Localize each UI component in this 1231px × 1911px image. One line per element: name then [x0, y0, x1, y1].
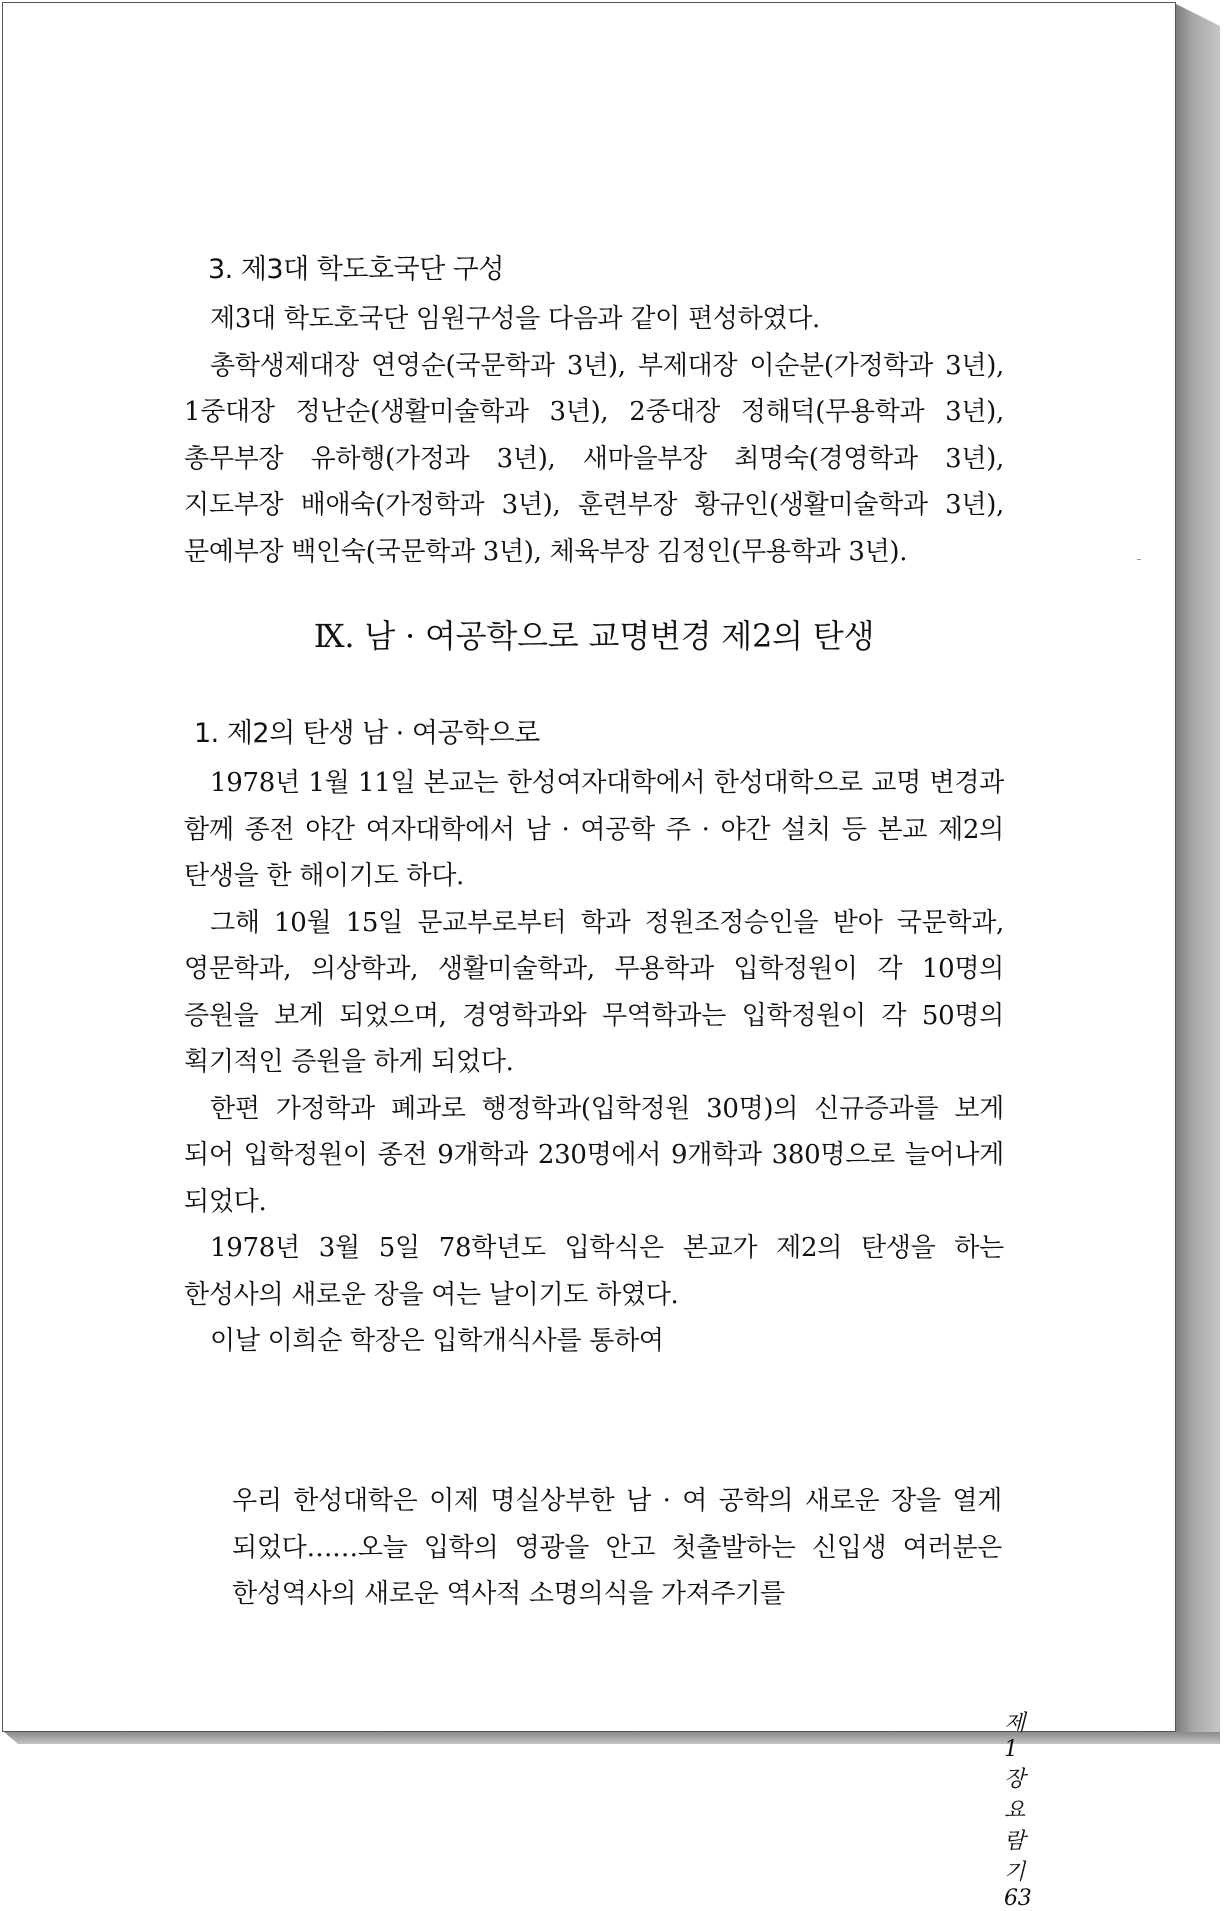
section-1-paragraph: 1978년 1월 11일 본교는 한성여자대학에서 한성대학으로 교명 변경과 함께 종전 야간 여자대학에서 남 · 여공학 주 · 야간 설치 등 본교 제2의 탄생을 한 해이기도 하다.: [184, 768, 1004, 891]
section-1-paragraph: 그해 10월 15일 문교부로부터 학과 정원조정승인을 받아 국문학과, 영문학과, 의상학과, 생활미술학과, 무용학과 입학정원이 각 10명의 증원을 보게 되었으며, 경영학과와 무역학과는 입학정원이 각 50명의 획기적인 증원을 하게 되었다.: [184, 907, 1004, 1077]
page-edge-right: [1176, 4, 1220, 1734]
section-1-paragraph: 1978년 3월 5일 78학년도 입학식은 본교가 제2의 탄생을 하는 한성사의 새로운 장을 여는 날이기도 하였다.: [184, 1233, 1004, 1310]
section-3-heading: 3. 제3대 학도호국단 구성: [208, 254, 504, 285]
page-footer: 제1장 요람기 63: [1004, 1711, 1032, 1911]
section-3-body: [184, 296, 1004, 575]
opening-speech-quote: 우리 한성대학은 이제 명실상부한 남 · 여 공학의 새로운 장을 열게 되었다……오늘 입학의 영광을 안고 첫출발하는 신입생 여러분은 한성역사의 새로운 역사적 소명의식을 가져주기를: [232, 1486, 1002, 1609]
section-1-paragraph: 한편 가정학과 폐과로 행정학과(입학정원 30명)의 신규증과를 보게 되어 입학정원이 종전 9개학과 230명에서 9개학과 380명으로 늘어나게 되었다.: [184, 1093, 1004, 1217]
section-3-paragraph: 제3대 학도호국단 임원구성을 다음과 같이 편성하였다.: [210, 304, 820, 334]
section-1-body: [184, 760, 1004, 1365]
section-3-paragraph: 총학생제대장 연영순(국문학과 3년), 부제대장 이순분(가정학과 3년), 1중대장 정난순(생활미술학과 3년), 2중대장 정해덕(무용학과 3년), 총무부장 유하행(가정과 3년), 새마을부장 최명숙(경영학과 3년), 지도부장 배애숙(가정학과 3년), 훈련부장 황규인(생활미술학과 3년), 문예부장 백인숙(국문학과 3년), 체육부장 김정인(무용학과 3년).: [184, 350, 1004, 567]
section-1-paragraph: 이날 이희순 학장은 입학개식사를 통하여: [210, 1326, 664, 1356]
section-1-heading: 1. 제2의 탄생 남 · 여공학으로: [194, 718, 540, 749]
scan-speck: [1137, 559, 1141, 560]
chapter-title: Ⅸ. 남 · 여공학으로 교명변경 제2의 탄생: [313, 617, 875, 655]
page-edge-bottom: [4, 1732, 1220, 1744]
